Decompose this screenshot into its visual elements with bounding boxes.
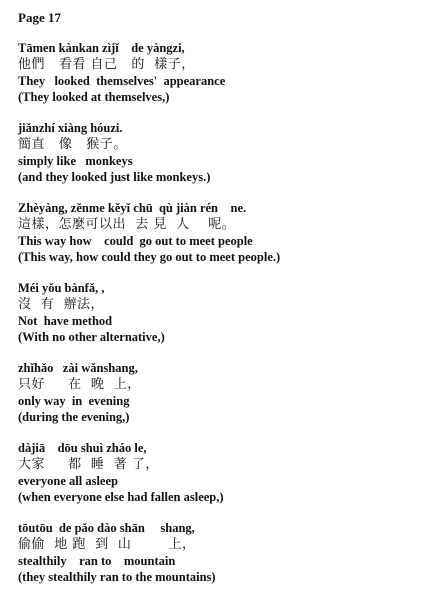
literal-gloss: stealthily ran to mountain — [18, 554, 176, 568]
literal-gloss: everyone all asleep — [18, 474, 118, 488]
pinyin-line: Zhèyàng, zěnme kěyǐ chū qù jiàn rén ne. — [18, 201, 247, 215]
chinese-line: 偷偷 地 跑 到 山 上， — [18, 537, 196, 552]
literal-gloss: only way in evening — [18, 394, 130, 408]
chinese-line: 只好 在 晚 上， — [18, 377, 141, 392]
translation-line: (and they looked just like monkeys.) — [18, 170, 211, 184]
sentence-block — [18, 360, 418, 425]
chinese-line: 他們 看看 自己 的 樣子， — [18, 57, 195, 72]
page-number: Page 17 — [18, 10, 61, 25]
pinyin-line: Méi yǒu bànfǎ, , — [18, 281, 105, 295]
pinyin-line: tōutōu de pǎo dào shān shang, — [18, 521, 195, 535]
translation-line: (They looked at themselves,) — [18, 90, 170, 104]
literal-gloss: simply like monkeys — [18, 154, 133, 168]
translation-line: (during the evening,) — [18, 410, 130, 424]
pinyin-line: dàjiā dōu shuì zháo le, — [18, 441, 147, 455]
pinyin-line: Tāmen kànkan zìjǐ de yàngzi, — [18, 41, 185, 55]
sentence-block — [18, 520, 418, 585]
literal-gloss: Not have method — [18, 314, 113, 328]
sentence-block — [18, 440, 418, 505]
chinese-line: 沒 有 辦法， — [18, 297, 105, 312]
literal-gloss: This way how could go out to meet people — [18, 234, 253, 248]
chinese-line: 簡直 像 猴子。 — [18, 137, 127, 152]
pinyin-line: zhǐhǎo zài wǎnshang, — [18, 361, 138, 375]
sentence-block — [18, 40, 418, 105]
chinese-line: 大家 都 睡 著 了， — [18, 457, 159, 472]
translation-line: (This way, how could they go out to meet people.) — [18, 250, 281, 264]
sentence-block — [18, 120, 418, 185]
sentence-block — [18, 280, 418, 345]
literal-gloss: They looked themselves' appearance — [18, 74, 226, 88]
translation-line: (With no other alternative,) — [18, 330, 165, 344]
translation-line: (when everyone else had fallen asleep,) — [18, 490, 224, 504]
page — [18, 10, 418, 600]
translation-line: (they stealthily ran to the mountains) — [18, 570, 216, 584]
pinyin-line: jiǎnzhí xiàng hóuzi. — [18, 121, 123, 135]
sentence-block — [18, 200, 418, 265]
chinese-line: 這樣，怎麼可以出 去 見 人 呢。 — [18, 217, 236, 232]
